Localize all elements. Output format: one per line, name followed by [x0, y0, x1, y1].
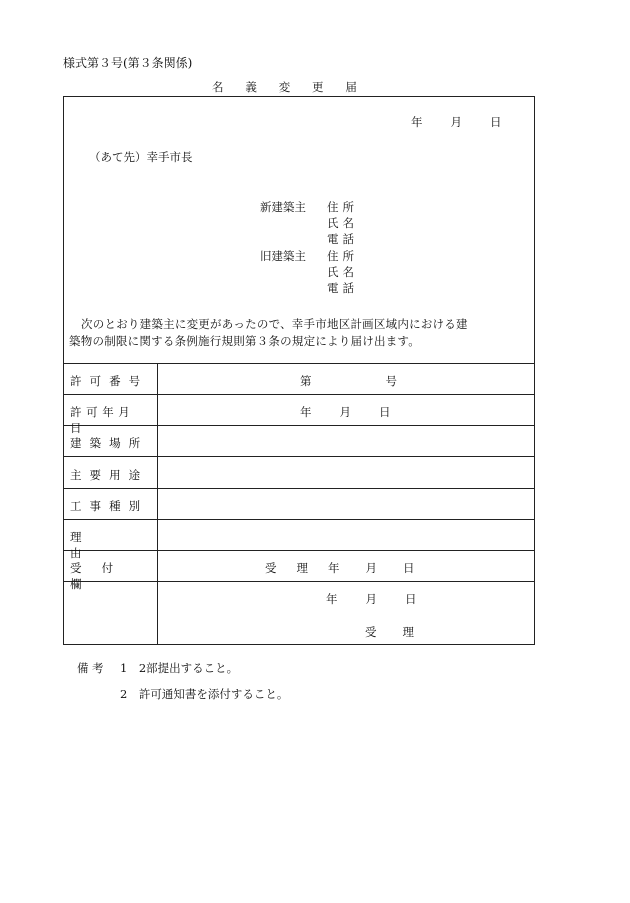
permit-number-value [300, 373, 397, 389]
form-id: 様式第３号(第３条関係) [63, 56, 193, 70]
note-2: 2 許可通知書を添付すること。 [120, 687, 289, 701]
permit-number-label: 許可番号 [70, 374, 149, 388]
main-use-label: 主要用途 [70, 468, 149, 482]
old-owner-phone: 電話 [327, 281, 359, 295]
new-owner-label: 新建築主 [260, 200, 306, 214]
number-prefix: 第 [300, 374, 312, 388]
receipt-date [326, 591, 417, 607]
old-owner-address: 住所 [327, 249, 359, 263]
receipt-ri: 理 [402, 625, 414, 639]
reception-month: 月 [365, 561, 377, 575]
received-ri: 理 [296, 561, 308, 575]
work-type-label: 工事種別 [70, 499, 149, 513]
date-year: 年 [411, 115, 423, 129]
building-site-label: 建築場所 [70, 436, 149, 450]
old-owner-label: 旧建築主 [260, 249, 306, 263]
received-ju: 受 [265, 561, 277, 575]
receipt-day: 日 [405, 592, 417, 606]
permit-year: 年 [300, 405, 312, 419]
permit-month: 月 [339, 405, 351, 419]
form-title: 名義変更届 [212, 80, 379, 94]
row-divider [64, 394, 534, 395]
date-month: 月 [450, 115, 462, 129]
permit-day: 日 [379, 405, 391, 419]
submission-date [411, 114, 502, 130]
new-owner-address: 住所 [327, 200, 359, 214]
reception-year: 年 [328, 561, 340, 575]
table-top-divider [64, 363, 534, 364]
receipt-stamp-label [365, 624, 414, 640]
statement-line-2: 築物の制限に関する条例施行規則第３条の規定により届け出ます。 [69, 334, 420, 348]
note-1: 1 2部提出すること。 [120, 661, 239, 675]
receipt-month: 月 [365, 592, 377, 606]
date-day: 日 [490, 115, 502, 129]
receipt-year: 年 [326, 592, 338, 606]
new-owner-phone: 電話 [327, 232, 359, 246]
addressee: （あて先）幸手市長 [89, 150, 193, 164]
statement-line-1: 次のとおり建築主に変更があったので、幸手市地区計画区域内における建 [81, 317, 468, 331]
old-owner-name: 氏名 [327, 265, 359, 279]
permit-date-label: 許可年月日 [70, 405, 135, 435]
reception-value [265, 560, 415, 576]
notes-heading: 備考 [77, 661, 107, 675]
label-column-divider [157, 363, 158, 644]
receipt-ju: 受 [365, 625, 377, 639]
row-divider [64, 456, 534, 457]
row-divider [64, 488, 534, 489]
number-suffix: 号 [385, 374, 397, 388]
permit-date-value [300, 404, 391, 420]
reason-label: 理由 [70, 530, 133, 560]
form-box [63, 96, 535, 645]
new-owner-name: 氏名 [327, 216, 359, 230]
row-divider [64, 519, 534, 520]
reception-label: 受付欄 [70, 561, 134, 591]
reception-day: 日 [403, 561, 415, 575]
